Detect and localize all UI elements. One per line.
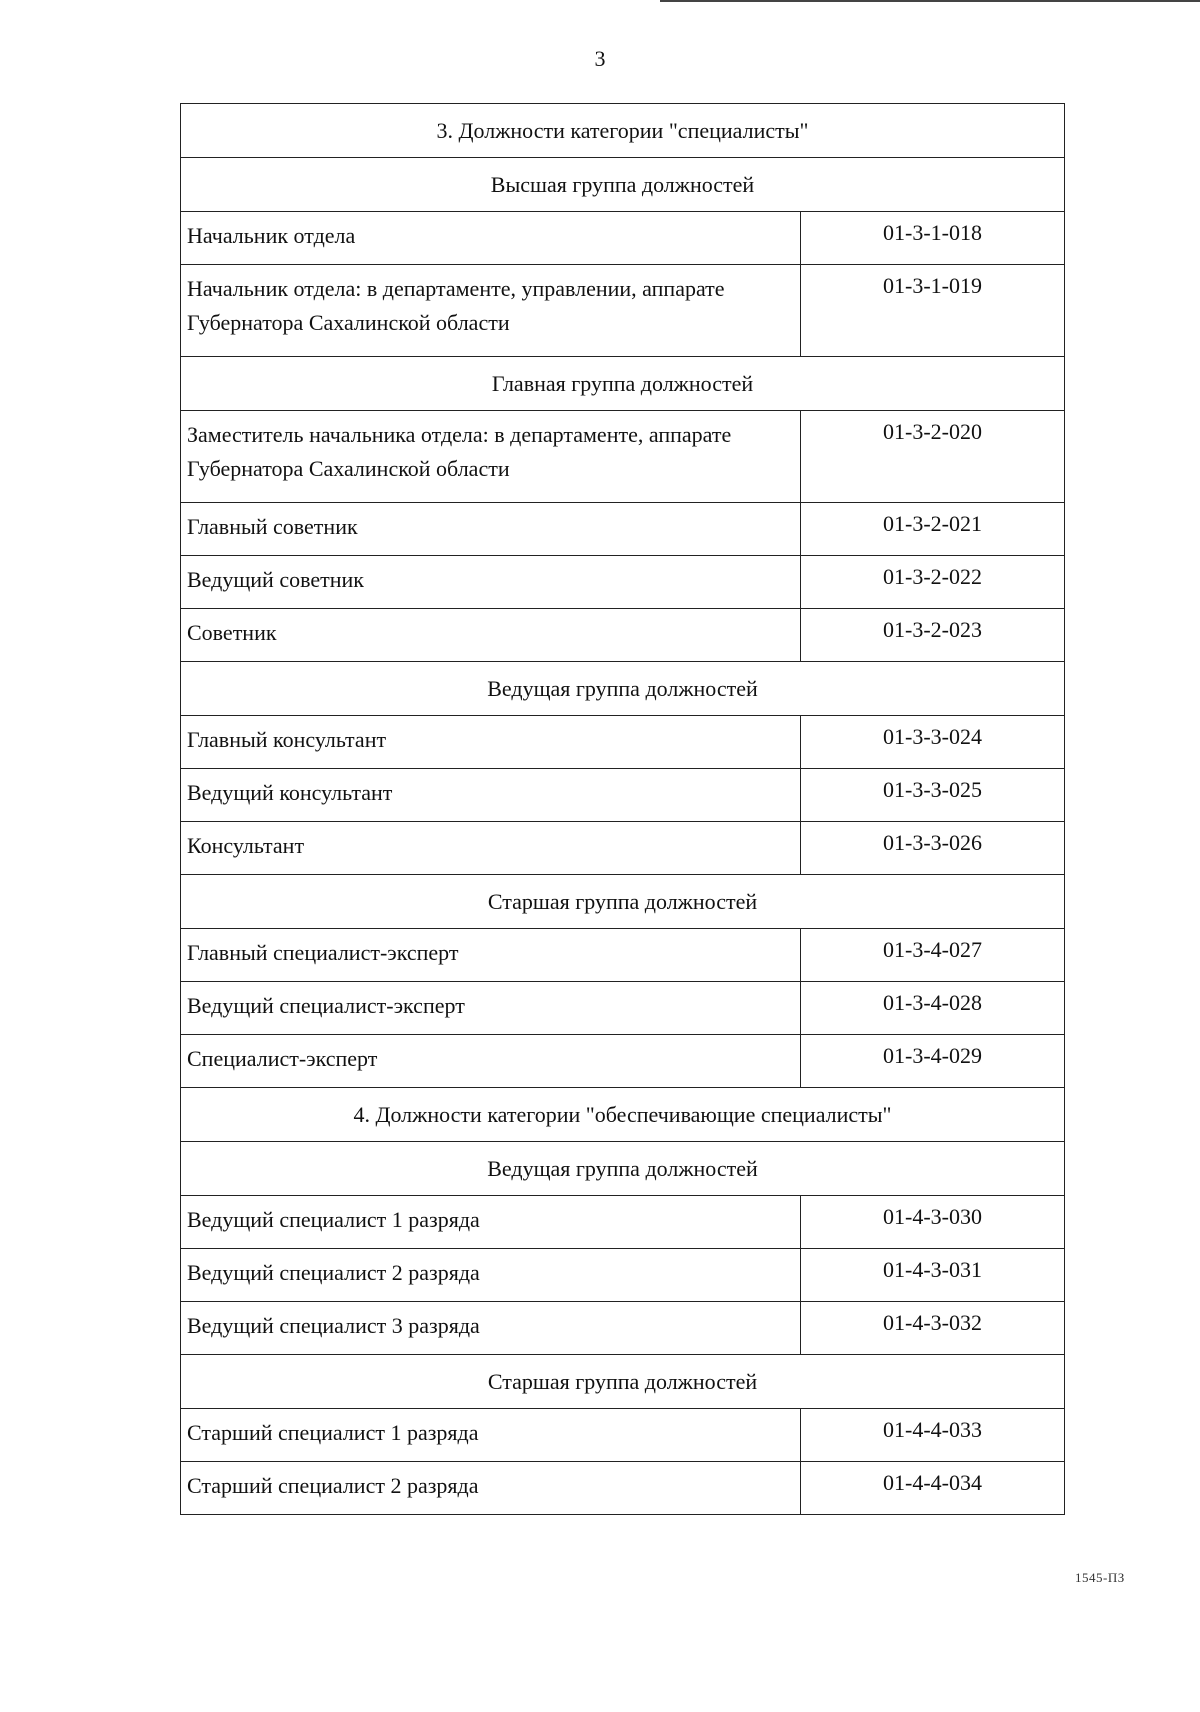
position-code: 01-4-4-034 <box>801 1462 1065 1515</box>
position-code: 01-3-3-024 <box>801 716 1065 769</box>
position-code: 01-3-2-022 <box>801 556 1065 609</box>
position-row <box>181 929 1065 982</box>
position-name: Главный консультант <box>181 716 801 769</box>
position-row <box>181 1196 1065 1249</box>
section-header-row <box>181 357 1065 411</box>
section-header: 3. Должности категории "специалисты" <box>181 104 1065 158</box>
position-row <box>181 1462 1065 1515</box>
section-header: Высшая группа должностей <box>181 158 1065 212</box>
position-code: 01-4-3-030 <box>801 1196 1065 1249</box>
position-row <box>181 982 1065 1035</box>
position-row <box>181 1409 1065 1462</box>
section-header: Старшая группа должностей <box>181 1355 1065 1409</box>
position-name: Специалист-эксперт <box>181 1035 801 1088</box>
position-name: Ведущий консультант <box>181 769 801 822</box>
position-name: Начальник отдела: в департаменте, управлении, аппарате Губернатора Сахалинской области <box>181 265 801 357</box>
positions-table <box>180 103 1065 1515</box>
position-row <box>181 716 1065 769</box>
position-code: 01-3-1-018 <box>801 212 1065 265</box>
section-header-row <box>181 158 1065 212</box>
position-code: 01-3-2-021 <box>801 503 1065 556</box>
section-header-row <box>181 662 1065 716</box>
position-code: 01-3-4-027 <box>801 929 1065 982</box>
section-header-row <box>181 1355 1065 1409</box>
position-name: Ведущий специалист 3 разряда <box>181 1302 801 1355</box>
position-code: 01-4-4-033 <box>801 1409 1065 1462</box>
position-code: 01-3-3-026 <box>801 822 1065 875</box>
position-name: Ведущий советник <box>181 556 801 609</box>
section-header-row <box>181 875 1065 929</box>
position-row <box>181 769 1065 822</box>
section-header: Ведущая группа должностей <box>181 1142 1065 1196</box>
section-header: Главная группа должностей <box>181 357 1065 411</box>
position-row <box>181 212 1065 265</box>
position-row <box>181 609 1065 662</box>
position-name: Старший специалист 1 разряда <box>181 1409 801 1462</box>
section-header-row <box>181 1142 1065 1196</box>
position-row <box>181 1035 1065 1088</box>
section-header: Старшая группа должностей <box>181 875 1065 929</box>
position-name: Консультант <box>181 822 801 875</box>
position-row <box>181 411 1065 503</box>
position-name: Старший специалист 2 разряда <box>181 1462 801 1515</box>
position-code: 01-3-4-029 <box>801 1035 1065 1088</box>
section-header: Ведущая группа должностей <box>181 662 1065 716</box>
position-row <box>181 503 1065 556</box>
position-name: Ведущий специалист 1 разряда <box>181 1196 801 1249</box>
document-footer-code: 1545-ПЗ <box>1075 1570 1125 1585</box>
position-code: 01-3-2-023 <box>801 609 1065 662</box>
position-code: 01-3-1-019 <box>801 265 1065 357</box>
position-name: Ведущий специалист 2 разряда <box>181 1249 801 1302</box>
position-name: Ведущий специалист-эксперт <box>181 982 801 1035</box>
position-code: 01-3-3-025 <box>801 769 1065 822</box>
position-row <box>181 822 1065 875</box>
position-code: 01-4-3-031 <box>801 1249 1065 1302</box>
page-number: 3 <box>594 46 606 71</box>
position-name: Главный специалист-эксперт <box>181 929 801 982</box>
section-header: 4. Должности категории "обеспечивающие специалисты" <box>181 1088 1065 1142</box>
position-code: 01-4-3-032 <box>801 1302 1065 1355</box>
position-row <box>181 1302 1065 1355</box>
position-name: Заместитель начальника отдела: в департаменте, аппарате Губернатора Сахалинской области <box>181 411 801 503</box>
position-name: Советник <box>181 609 801 662</box>
position-name: Главный советник <box>181 503 801 556</box>
position-code: 01-3-2-020 <box>801 411 1065 503</box>
section-header-row <box>181 1088 1065 1142</box>
position-row <box>181 265 1065 357</box>
position-name: Начальник отдела <box>181 212 801 265</box>
position-code: 01-3-4-028 <box>801 982 1065 1035</box>
section-header-row <box>181 104 1065 158</box>
positions-table-body <box>181 104 1065 1515</box>
position-row <box>181 1249 1065 1302</box>
position-row <box>181 556 1065 609</box>
scan-edge-line <box>660 0 1200 2</box>
